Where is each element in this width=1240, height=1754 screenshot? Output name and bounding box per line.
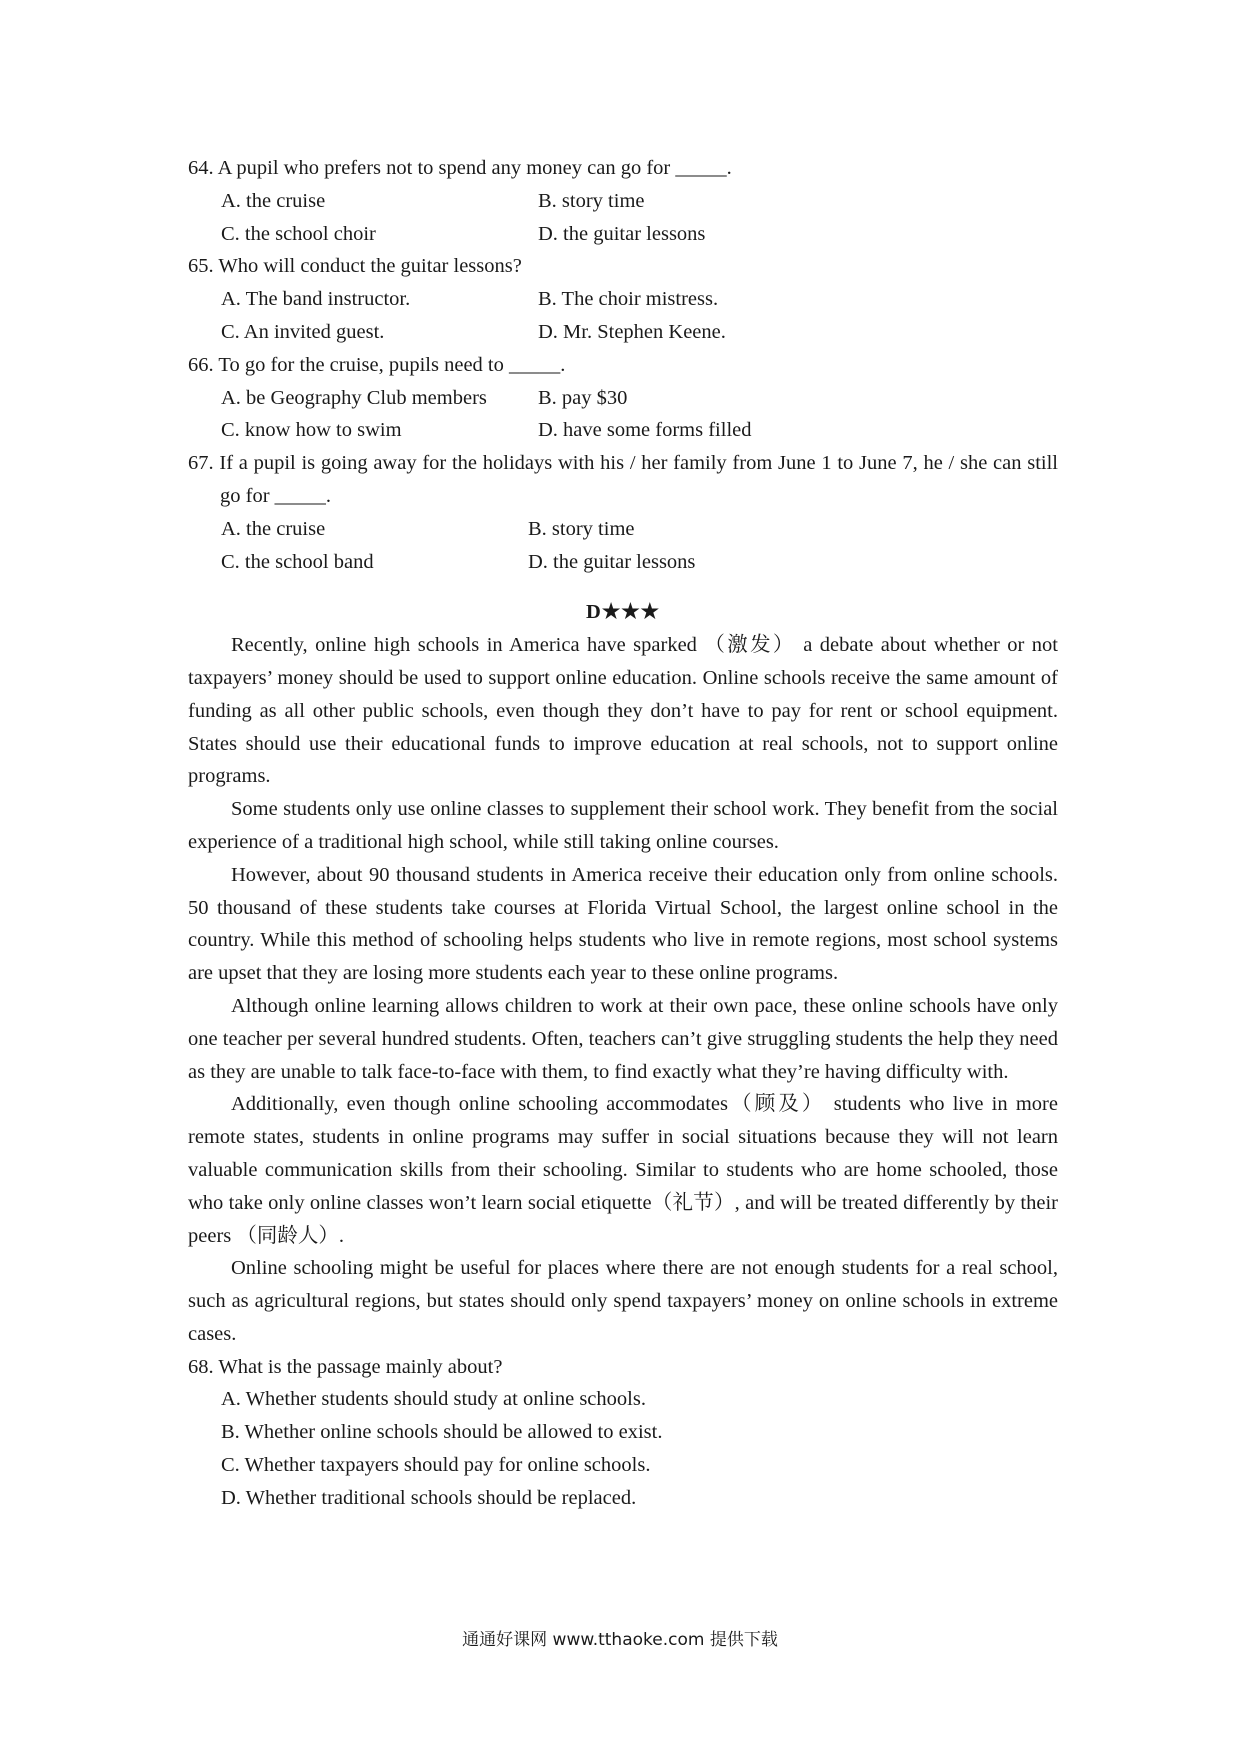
- option-a: A. the cruise: [221, 189, 326, 212]
- option-row: [188, 218, 1058, 251]
- option-b: B. The choir mistress.: [538, 288, 719, 311]
- question-64: [188, 152, 1058, 250]
- option-c: C. Whether taxpayers should pay for online schools.: [221, 1454, 651, 1477]
- option-a: A. The band instructor.: [221, 288, 411, 311]
- option-row: [188, 382, 1058, 415]
- option-row: [188, 414, 1058, 447]
- question-stem: 66. To go for the cruise, pupils need to _____.: [188, 353, 566, 376]
- passage-paragraph: However, about 90 thousand students in America receive their education only from online schools. 50 thousand of these students take courses at Florida Virtual School, the largest online school in the country. While this method of schooling helps students who live in remote regions, most school systems are upset that they are losing more students each year to these online programs.: [188, 863, 1058, 985]
- question-68: [188, 1351, 1058, 1515]
- page-content: [188, 152, 1058, 1515]
- page-footer: 通通好课网 www.tthaoke.com 提供下载: [462, 1630, 778, 1650]
- question-65: [188, 250, 1058, 348]
- option-c: C. the school band: [221, 550, 374, 573]
- option-row: [188, 546, 1058, 579]
- option-d: D. the guitar lessons: [538, 222, 706, 245]
- option-row: [188, 185, 1058, 218]
- option-b: B. story time: [528, 517, 635, 540]
- option-row: [188, 513, 1058, 546]
- option-b: B. story time: [538, 189, 645, 212]
- option-d: D. the guitar lessons: [528, 550, 696, 573]
- option-d: D. have some forms filled: [538, 419, 752, 442]
- reading-passage: [188, 629, 1058, 1351]
- option-row: [188, 316, 1058, 349]
- passage-paragraph: Additionally, even though online schooling accommodates（顾及） students who live in more remote states, students in online programs may suffer in social situations because they will not learn valuable communication skills from their schooling. Similar to students who are home schooled, those who take only online classes won’t learn social etiquette（礼节）, and will be treated differently by their peers （同龄人）.: [188, 1093, 1058, 1247]
- question-stem: 67. If a pupil is going away for the holidays with his / her family from June 1 to June 7, he / she can still go for _____.: [188, 452, 1058, 507]
- question-stem: 64. A pupil who prefers not to spend any money can go for _____.: [188, 157, 732, 179]
- passage-paragraph: Recently, online high schools in America have sparked （激发） a debate about whether or not taxpayers’ money should be used to support online education. Online schools receive the same amount of funding as all other public schools, even though they don’t have to pay for rent or school equipment. States should use their educational funds to improve education at real schools, not to support online programs.: [188, 634, 1058, 788]
- question-66: [188, 349, 1058, 447]
- option-b: B. pay $30: [538, 386, 628, 409]
- passage-paragraph: Online schooling might be useful for places where there are not enough students for a real school, such as agricultural regions, but states should only spend taxpayers’ money on online schools in extreme cases.: [188, 1257, 1058, 1345]
- option-row: [188, 283, 1058, 316]
- question-67: [188, 447, 1058, 578]
- section-title: D★★★: [586, 601, 660, 624]
- option-a: A. be Geography Club members: [221, 386, 487, 409]
- option-d: D. Whether traditional schools should be replaced.: [221, 1486, 637, 1509]
- option-c: C. An invited guest.: [221, 320, 385, 343]
- passage-paragraph: Although online learning allows children to work at their own pace, these online schools have only one teacher per several hundred students. Often, teachers can’t give struggling students the help they need as they are unable to talk face-to-face with them, to find exactly what they’re having difficulty with.: [188, 994, 1058, 1083]
- question-stem: 68. What is the passage mainly about?: [188, 1355, 503, 1378]
- option-d: D. Mr. Stephen Keene.: [538, 320, 726, 343]
- question-stem: 65. Who will conduct the guitar lessons?: [188, 255, 522, 278]
- option-c: C. know how to swim: [221, 419, 402, 442]
- option-a: A. Whether students should study at online schools.: [221, 1388, 646, 1411]
- option-a: A. the cruise: [221, 517, 326, 540]
- option-c: C. the school choir: [221, 222, 376, 245]
- option-b: B. Whether online schools should be allowed to exist.: [221, 1421, 663, 1444]
- passage-paragraph: Some students only use online classes to supplement their school work. They benefit from the social experience of a traditional high school, while still taking online courses.: [188, 798, 1058, 853]
